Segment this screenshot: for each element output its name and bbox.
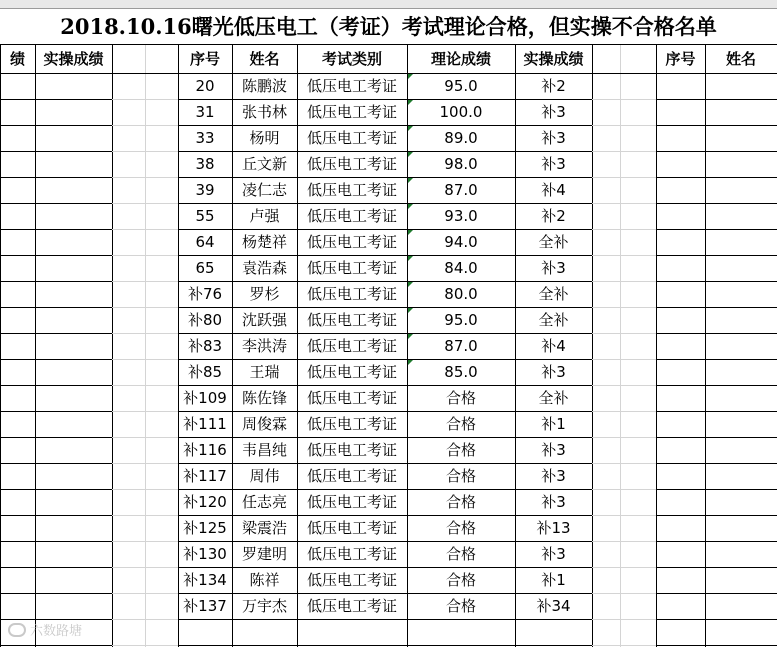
watermark — [8, 620, 82, 639]
grid-line — [0, 541, 112, 542]
grid-line — [656, 463, 777, 464]
grid-line — [592, 463, 656, 464]
seq-cell[interactable]: 补137 — [183, 597, 227, 615]
grid-line — [656, 437, 777, 438]
cell-comment-indicator-icon — [408, 282, 413, 287]
grid-line — [592, 151, 656, 152]
grid-line — [656, 177, 777, 178]
practical-score-cell[interactable]: 补3 — [541, 155, 566, 173]
grid-line — [0, 255, 112, 256]
practical-score-cell[interactable]: 补3 — [541, 103, 566, 121]
grid-line — [0, 307, 112, 308]
exam-type-cell[interactable]: 低压电工考证 — [306, 311, 397, 329]
grid-line — [112, 255, 178, 256]
grid-line — [656, 203, 777, 204]
exam-type-cell[interactable]: 低压电工考证 — [306, 337, 397, 355]
right-header-cell[interactable]: 姓名 — [725, 50, 756, 68]
name-cell[interactable]: 韦昌纯 — [241, 441, 287, 459]
grid-line — [592, 333, 656, 334]
name-header[interactable]: 姓名 — [249, 50, 280, 68]
grid-line — [0, 489, 112, 490]
grid-line — [112, 385, 178, 386]
name-cell[interactable]: 罗杉 — [249, 285, 280, 303]
practical-score-cell[interactable]: 全补 — [538, 389, 569, 407]
seq-cell[interactable]: 20 — [195, 77, 215, 95]
grid-line — [592, 385, 656, 386]
seq-cell[interactable]: 补80 — [187, 311, 223, 329]
seq-cell[interactable]: 38 — [195, 155, 215, 173]
grid-line — [0, 645, 112, 646]
theory-score-cell[interactable]: 89.0 — [444, 129, 478, 147]
grid-line — [656, 229, 777, 230]
theory-score-cell[interactable]: 合格 — [445, 597, 476, 615]
practical-score-cell[interactable]: 补1 — [541, 415, 566, 433]
theory-score-cell[interactable]: 84.0 — [444, 259, 478, 277]
grid-line — [656, 385, 777, 386]
grid-line — [656, 151, 777, 152]
grid-line — [0, 125, 112, 126]
exam-type-cell[interactable]: 低压电工考证 — [306, 207, 397, 225]
grid-line — [112, 281, 178, 282]
grid-line — [592, 645, 656, 646]
seq-cell[interactable]: 补83 — [187, 337, 223, 355]
practical-score-cell[interactable]: 补3 — [541, 259, 566, 277]
grid-line — [592, 203, 656, 204]
seq-cell[interactable]: 补109 — [183, 389, 227, 407]
exam-type-cell[interactable]: 低压电工考证 — [306, 285, 397, 303]
grid-line — [112, 411, 178, 412]
exam-type-cell[interactable]: 低压电工考证 — [306, 233, 397, 251]
theory-score-cell[interactable]: 合格 — [445, 571, 476, 589]
cell-comment-indicator-icon — [408, 100, 413, 105]
theory-score-header[interactable]: 理论成绩 — [430, 50, 491, 68]
grid-line — [112, 359, 178, 360]
page-title: 2018.10.16曙光低压电工（考证）考试理论合格，但实操不合格名单 — [0, 9, 777, 45]
grid-line — [35, 45, 36, 647]
grid-line — [112, 541, 178, 542]
seq-cell[interactable]: 65 — [195, 259, 215, 277]
grid-line — [656, 541, 777, 542]
cell-comment-indicator-icon — [408, 152, 413, 157]
practical-score-cell[interactable]: 全补 — [538, 233, 569, 251]
grid-line — [0, 151, 112, 152]
name-cell[interactable]: 陈祥 — [249, 571, 280, 589]
theory-score-cell[interactable]: 100.0 — [439, 103, 483, 121]
exam-type-cell[interactable]: 低压电工考证 — [306, 571, 397, 589]
grid-line — [112, 229, 178, 230]
practical-score-cell[interactable]: 补13 — [536, 519, 571, 537]
right-header-cell[interactable]: 序号 — [665, 50, 696, 68]
practical-score-cell[interactable]: 补2 — [541, 207, 566, 225]
grid-line — [656, 45, 657, 647]
name-cell[interactable]: 陈鹏波 — [241, 77, 287, 95]
grid-line — [0, 593, 112, 594]
name-cell[interactable]: 丘文新 — [241, 155, 287, 173]
grid-line — [656, 333, 777, 334]
seq-cell[interactable]: 补116 — [183, 441, 227, 459]
grid-line — [0, 515, 112, 516]
grid-line — [592, 281, 656, 282]
name-cell[interactable]: 陈佐锋 — [241, 389, 287, 407]
theory-score-cell[interactable]: 80.0 — [444, 285, 478, 303]
theory-score-cell[interactable]: 93.0 — [444, 207, 478, 225]
cell-comment-indicator-icon — [408, 74, 413, 79]
theory-score-cell[interactable]: 95.0 — [444, 77, 478, 95]
grid-line — [592, 541, 656, 542]
exam-type-cell[interactable]: 低压电工考证 — [306, 259, 397, 277]
practical-score-cell[interactable]: 补4 — [541, 181, 566, 199]
practical-score-cell[interactable]: 补3 — [541, 129, 566, 147]
grid-line — [112, 203, 178, 204]
cell-comment-indicator-icon — [408, 360, 413, 365]
grid-line — [0, 437, 112, 438]
grid-line — [178, 619, 592, 620]
grid-line — [592, 593, 656, 594]
grid-line — [112, 463, 178, 464]
practical-score-cell[interactable]: 补3 — [541, 363, 566, 381]
grid-line — [592, 255, 656, 256]
seq-cell[interactable]: 33 — [195, 129, 215, 147]
grid-line — [656, 619, 777, 620]
theory-score-cell[interactable]: 94.0 — [444, 233, 478, 251]
grid-line — [145, 45, 146, 647]
name-cell[interactable]: 袁浩森 — [241, 259, 287, 277]
grid-line — [0, 99, 112, 100]
grid-line — [656, 359, 777, 360]
practical-score-cell[interactable]: 补3 — [541, 545, 566, 563]
practical-score-cell[interactable]: 补3 — [541, 441, 566, 459]
seq-cell[interactable]: 补85 — [187, 363, 223, 381]
practical-score-cell[interactable]: 补34 — [536, 597, 571, 615]
practical-score-cell[interactable]: 补1 — [541, 571, 566, 589]
cell-comment-indicator-icon — [408, 126, 413, 131]
name-cell[interactable]: 杨明 — [249, 129, 280, 147]
cell-comment-indicator-icon — [408, 204, 413, 209]
cell-comment-indicator-icon — [408, 256, 413, 261]
grid-line — [112, 567, 178, 568]
grid-line — [0, 411, 112, 412]
theory-score-cell[interactable]: 合格 — [445, 441, 476, 459]
grid-line — [112, 125, 178, 126]
practical-score-cell[interactable]: 补4 — [541, 337, 566, 355]
grid-line — [112, 45, 113, 647]
grid-line — [112, 177, 178, 178]
theory-score-cell[interactable]: 98.0 — [444, 155, 478, 173]
grid-line — [112, 515, 178, 516]
seq-cell[interactable]: 补134 — [183, 571, 227, 589]
grid-line — [656, 281, 777, 282]
grid-line — [112, 333, 178, 334]
cell-comment-indicator-icon — [408, 230, 413, 235]
grid-line — [112, 489, 178, 490]
theory-score-cell[interactable]: 85.0 — [444, 363, 478, 381]
exam-type-cell[interactable]: 低压电工考证 — [306, 519, 397, 537]
grid-line — [112, 151, 178, 152]
grid-line — [592, 177, 656, 178]
grid-line — [112, 645, 178, 646]
practical-score-header[interactable]: 实操成绩 — [523, 50, 584, 68]
grid-line — [112, 437, 178, 438]
theory-score-cell[interactable]: 合格 — [445, 389, 476, 407]
exam-type-cell[interactable]: 低压电工考证 — [306, 441, 397, 459]
watermark-text: 六数路塘 — [30, 624, 83, 639]
grid-line — [592, 567, 656, 568]
name-cell[interactable]: 杨楚祥 — [241, 233, 287, 251]
grid-line — [656, 489, 777, 490]
grid-line — [592, 437, 656, 438]
column-header-strip — [0, 0, 777, 9]
cell-comment-indicator-icon — [408, 334, 413, 339]
practical-score-cell[interactable]: 全补 — [538, 285, 569, 303]
name-cell[interactable]: 凌仁志 — [241, 181, 287, 199]
grid-line — [112, 619, 178, 620]
name-cell[interactable]: 梁震浩 — [241, 519, 287, 537]
name-cell[interactable]: 任志亮 — [241, 493, 287, 511]
theory-score-cell[interactable]: 95.0 — [444, 311, 478, 329]
grid-line — [656, 645, 777, 646]
grid-line — [0, 177, 112, 178]
grid-line — [656, 515, 777, 516]
theory-score-cell[interactable]: 合格 — [445, 415, 476, 433]
exam-type-cell[interactable]: 低压电工考证 — [306, 545, 397, 563]
grid-line — [0, 333, 112, 334]
grid-line — [592, 125, 656, 126]
theory-score-cell[interactable]: 合格 — [445, 467, 476, 485]
name-cell[interactable]: 李洪涛 — [241, 337, 287, 355]
exam-type-cell[interactable]: 低压电工考证 — [306, 129, 397, 147]
grid-line — [0, 385, 112, 386]
practical-score-cell[interactable]: 补2 — [541, 77, 566, 95]
name-cell[interactable]: 张书林 — [241, 103, 287, 121]
left-header-cell[interactable]: 绩 — [9, 50, 25, 68]
grid-line — [112, 593, 178, 594]
theory-score-cell[interactable]: 合格 — [445, 545, 476, 563]
grid-line — [0, 281, 112, 282]
seq-header[interactable]: 序号 — [189, 50, 220, 68]
cell-comment-indicator-icon — [408, 308, 413, 313]
grid-line — [705, 45, 706, 647]
grid-line — [0, 229, 112, 230]
left-header-cell[interactable]: 实操成绩 — [43, 50, 104, 68]
grid-line — [592, 359, 656, 360]
seq-cell[interactable]: 补125 — [183, 519, 227, 537]
theory-score-cell[interactable]: 合格 — [445, 493, 476, 511]
grid-line — [592, 307, 656, 308]
exam-type-cell[interactable]: 低压电工考证 — [306, 77, 397, 95]
name-cell[interactable]: 万宇杰 — [241, 597, 287, 615]
grid-line — [656, 593, 777, 594]
grid-line — [0, 567, 112, 568]
grid-line — [0, 359, 112, 360]
exam-type-cell[interactable]: 低压电工考证 — [306, 363, 397, 381]
grid-line — [112, 99, 178, 100]
theory-score-cell[interactable]: 87.0 — [444, 181, 478, 199]
grid-line — [178, 645, 592, 646]
grid-line — [656, 125, 777, 126]
exam-type-cell[interactable]: 低压电工考证 — [306, 181, 397, 199]
name-cell[interactable]: 卢强 — [249, 207, 280, 225]
grid-line — [592, 229, 656, 230]
grid-line — [656, 567, 777, 568]
grid-line — [592, 515, 656, 516]
name-cell[interactable]: 周伟 — [249, 467, 280, 485]
grid-line — [592, 489, 656, 490]
name-cell[interactable]: 罗建明 — [241, 545, 287, 563]
grid-line — [656, 411, 777, 412]
grid-line — [0, 463, 112, 464]
grid-line — [592, 99, 656, 100]
exam-type-cell[interactable]: 低压电工考证 — [306, 597, 397, 615]
grid-line — [592, 411, 656, 412]
grid-line — [656, 307, 777, 308]
grid-line — [592, 619, 656, 620]
grid-line — [656, 99, 777, 100]
cell-comment-indicator-icon — [408, 178, 413, 183]
exam-type-header[interactable]: 考试类别 — [321, 50, 382, 68]
name-cell[interactable]: 周俊霖 — [241, 415, 287, 433]
theory-score-cell[interactable]: 87.0 — [444, 337, 478, 355]
seq-cell[interactable]: 补111 — [183, 415, 227, 433]
grid-line — [112, 307, 178, 308]
seq-cell[interactable]: 55 — [195, 207, 215, 225]
seq-cell[interactable]: 31 — [195, 103, 215, 121]
seq-cell[interactable]: 补117 — [183, 467, 227, 485]
exam-type-cell[interactable]: 低压电工考证 — [306, 415, 397, 433]
exam-type-cell[interactable]: 低压电工考证 — [306, 389, 397, 407]
seq-cell[interactable]: 补130 — [183, 545, 227, 563]
seq-cell[interactable]: 补76 — [187, 285, 223, 303]
grid-line — [0, 45, 1, 647]
practical-score-cell[interactable]: 补3 — [541, 467, 566, 485]
grid-line — [592, 45, 593, 647]
practical-score-cell[interactable]: 全补 — [538, 311, 569, 329]
grid-line — [656, 255, 777, 256]
name-cell[interactable]: 王瑞 — [249, 363, 280, 381]
grid-line — [0, 203, 112, 204]
name-cell[interactable]: 沈跃强 — [241, 311, 287, 329]
grid-line — [620, 45, 621, 647]
seq-cell[interactable]: 64 — [195, 233, 215, 251]
exam-type-cell[interactable]: 低压电工考证 — [306, 103, 397, 121]
practical-score-cell[interactable]: 补3 — [541, 493, 566, 511]
exam-type-cell[interactable]: 低压电工考证 — [306, 467, 397, 485]
seq-cell[interactable]: 39 — [195, 181, 215, 199]
exam-type-cell[interactable]: 低压电工考证 — [306, 493, 397, 511]
theory-score-cell[interactable]: 合格 — [445, 519, 476, 537]
watermark-logo-icon — [8, 623, 26, 637]
exam-type-cell[interactable]: 低压电工考证 — [306, 155, 397, 173]
seq-cell[interactable]: 补120 — [183, 493, 227, 511]
